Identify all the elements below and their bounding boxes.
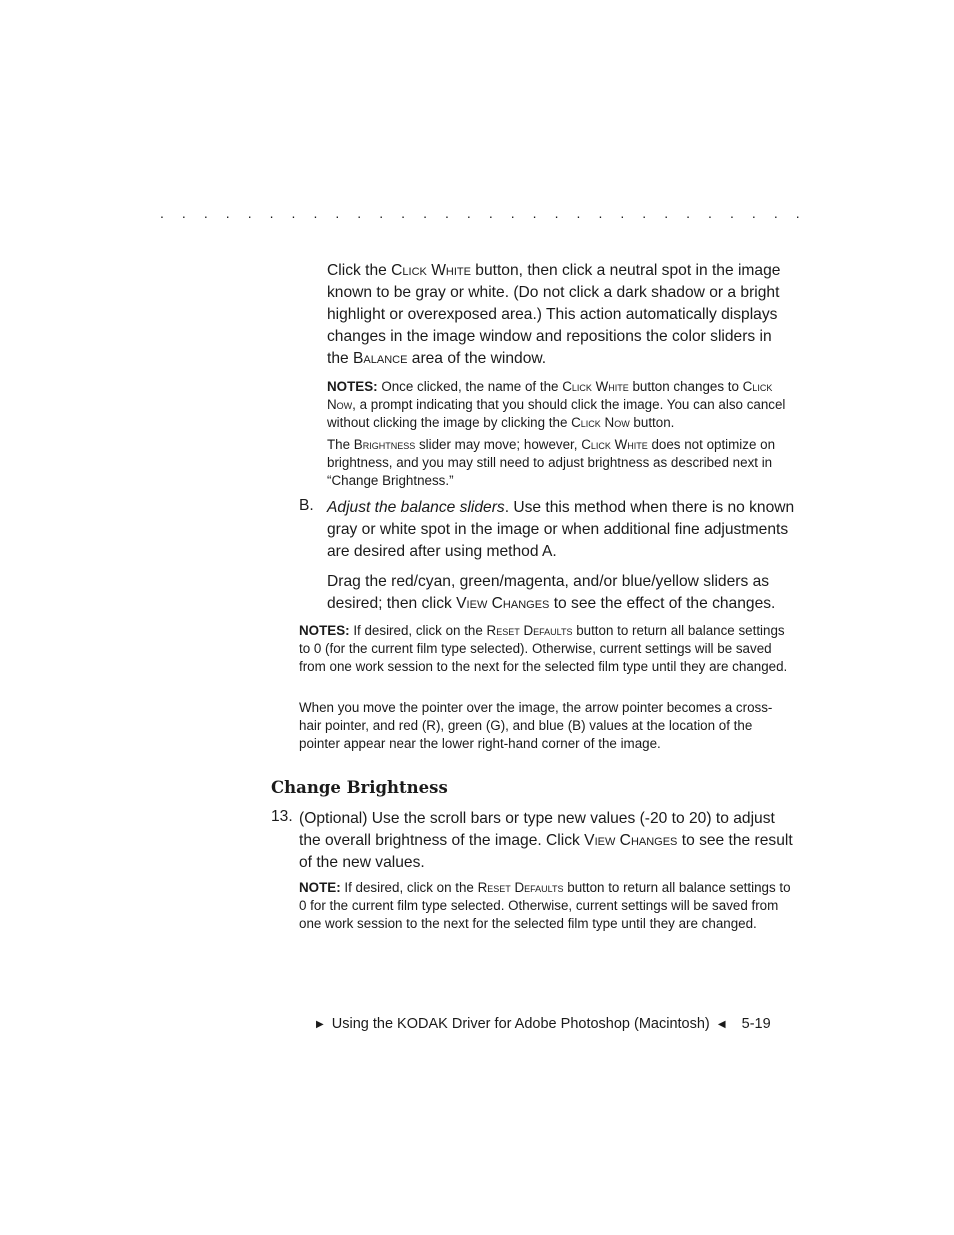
paragraph-click-white [327,260,797,370]
dot: . [444,205,449,221]
dot: . [686,205,691,221]
text-smallcaps: Click Now [571,415,630,430]
dot: . [357,205,362,221]
text-smallcaps: Reset Defaults [486,623,573,638]
dot: . [729,205,734,221]
text: (Optional) Use the scroll bars or type new values (-20 to 20) to adjust the overall brightness of the image. Click [299,810,775,849]
dot: . [225,205,230,221]
dot: . [379,205,384,221]
text: does not optimize on brightness, and you may still need to adjust brightness as described next in “Change Brightness.” [327,437,776,488]
section-heading: Change Brightness [271,778,448,797]
text: Drag the red/cyan, green/magenta, and/or blue/yellow sliders as desired; then click [327,573,770,612]
text: to see the result of the new values. [299,832,793,871]
dot: . [708,205,712,221]
dot: . [247,205,252,221]
notes-reset-defaults [299,622,794,676]
text-smallcaps: Click White [581,437,648,452]
triangle-right-icon: ▶ [316,1019,324,1030]
text: , a prompt indicating that you should click the image. You can also cancel without clicking the image by clicking the [327,397,786,430]
text-smallcaps: View Changes [456,595,550,612]
dot: . [160,205,164,221]
page-footer [316,1016,771,1032]
dot: . [203,205,208,221]
dot: . [488,205,493,221]
item-13-label: 13. [271,808,293,825]
text: button changes to [628,379,743,394]
dot: . [795,205,800,221]
item-13-text [299,808,797,874]
text-smallcaps: Balance [353,350,408,367]
notes-label: NOTES: [327,379,378,394]
dot: . [291,205,296,221]
dot: . [401,205,406,221]
text: The [327,437,354,452]
item-b-text [327,497,797,563]
dot: . [576,205,581,221]
dot: . [510,205,515,221]
text: button, then click a neutral spot in the image known to be gray or white. (Do not click a dark shadow or a bright highlight or overexposed area.) This action automatically displays changes in the image window and repositions the color sliders in the [327,262,781,367]
dot: . [664,205,669,221]
paragraph-drag-sliders [327,571,797,615]
dot: . [181,205,186,221]
text-smallcaps: Click White [562,379,629,394]
dot: . [751,205,756,221]
notes-label: NOTES: [299,623,350,638]
text: area of the window. [407,350,547,367]
page-number: 5-19 [741,1016,771,1032]
text: . Use this method when there is no known gray or white spot in the image or when additional fine adjustments are desired after using method A. [327,499,795,560]
text-smallcaps: Reset Defaults [477,880,564,895]
text: to see the effect of the changes. [549,595,776,612]
footer-title: Using the KODAK Driver for Adobe Photoshop (Macintosh) [331,1016,710,1032]
note-reset-defaults [299,879,796,933]
dot: . [554,205,559,221]
text: slider may move; however, [415,437,582,452]
dot: . [532,205,537,221]
text: Once clicked, the name of the [377,379,563,394]
text-italic: Adjust the balance sliders [327,499,505,516]
dot: . [598,205,603,221]
text-smallcaps: View Changes [584,832,678,849]
dot: . [642,205,647,221]
dotted-rule [160,205,800,221]
note-label: NOTE: [299,880,341,895]
dot: . [773,205,778,221]
dot: . [620,205,625,221]
text: button. [629,415,675,430]
text-smallcaps: Click Now [327,379,773,412]
text-smallcaps: Click White [391,262,471,279]
text: If desired, click on the [349,623,487,638]
notes-brightness [327,436,797,490]
dot: . [466,205,471,221]
dot: . [423,205,427,221]
dot: . [335,205,340,221]
notes-pointer: When you move the pointer over the image, the arrow pointer becomes a cross-hair pointer, and red (R), green (G), and blue (B) values at the location of the pointer appear near the lower right-hand corner of the image. [299,700,773,751]
item-b-label: B. [299,497,314,514]
text: If desired, click on the [340,880,478,895]
text-smallcaps: Brightness [353,437,416,452]
notes-click-white [327,378,797,432]
triangle-left-icon: ◀ [717,1019,726,1030]
text: button to return all balance settings to 0 for the current film type selected. Otherwise, current settings will be saved from one work session to the next for the selected film type until they are changed. [299,880,791,931]
dot: . [313,205,318,221]
text: Click the [327,262,392,279]
dot: . [269,205,274,221]
text: button to return all balance settings to 0 (for the current film type selected). Otherwise, current settings will be saved from one work session to the next for the selected film type until they are changed. [299,623,788,674]
